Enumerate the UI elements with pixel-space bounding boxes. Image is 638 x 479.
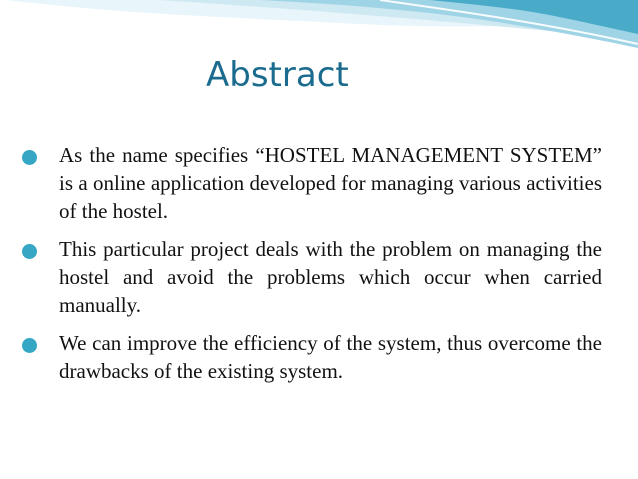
bullet-item (22, 235, 602, 319)
bullet-dot-icon (22, 150, 37, 165)
slide-title: Abstract (206, 55, 349, 95)
bullet-dot-icon (22, 244, 37, 259)
bullet-item (22, 329, 602, 385)
bullet-text: As the name specifies “HOSTEL MANAGEMENT SYSTEM” is a online application developed for managing various activities of the hostel. (59, 143, 602, 223)
bullet-dot-icon (22, 338, 37, 353)
bullet-item (22, 141, 602, 225)
bullet-text: We can improve the efficiency of the system, thus overcome the drawbacks of the existing system. (59, 331, 602, 383)
bullet-list (22, 141, 602, 395)
bullet-text: This particular project deals with the problem on managing the hostel and avoid the problems which occur when carried manually. (59, 237, 602, 317)
